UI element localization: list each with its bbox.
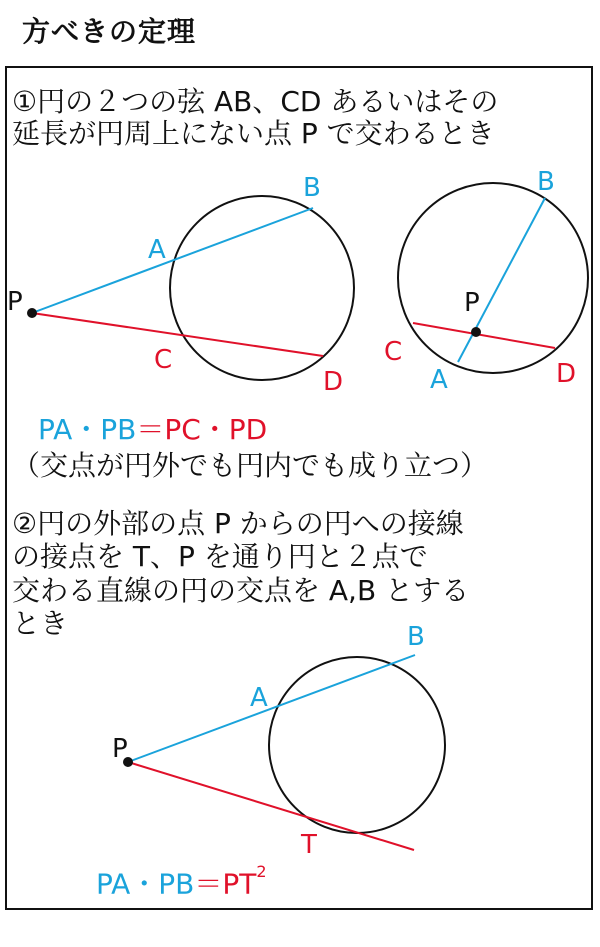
label-A-1: A (148, 235, 166, 265)
formula-1-left: PA・PB (38, 413, 137, 446)
chord-CD-2 (413, 323, 555, 348)
formula-2-right: PT (222, 867, 257, 901)
case2-line3: 交わる直線の円の交点を A,B とする (12, 574, 470, 607)
case2-line1: ②円の外部の点 P からの円への接線 (12, 507, 464, 540)
formula-2-left: PA・PB (96, 867, 195, 901)
label-B-3: B (407, 622, 425, 652)
label-T-3: T (301, 830, 317, 860)
case2-line2: の接点を T、P を通り円と２点で (12, 540, 428, 573)
label-D-2: D (556, 359, 577, 389)
point-P-1 (27, 308, 37, 318)
case1-line1: ①円の２つの弦 AB、CD あるいはその (12, 85, 499, 118)
circle-2 (398, 183, 588, 373)
circle-1 (170, 196, 354, 380)
circle-3 (269, 657, 445, 833)
label-D-1: D (323, 367, 344, 397)
label-A-2: A (430, 365, 448, 395)
label-B-2: B (537, 167, 555, 197)
formula-1-equals: ＝ (136, 413, 165, 446)
figure-external-point (7, 173, 354, 397)
case2-line4: とき (12, 607, 69, 640)
label-P-1: P (7, 287, 23, 317)
formula-1-right: PC・PD (164, 413, 268, 446)
page-title: 方べきの定理 (22, 15, 197, 48)
label-P-2: P (464, 288, 480, 318)
formula-2-equals: ＝ (194, 867, 223, 901)
label-B-1: B (303, 173, 321, 203)
case1-line2: 延長が円周上にない点 P で交わるとき (12, 117, 495, 150)
figure-internal-point (384, 167, 588, 395)
formula-2 (96, 862, 267, 900)
label-C-2: C (384, 337, 403, 367)
label-P-3: P (112, 734, 128, 764)
formula-1 (38, 414, 267, 446)
figure-tangent (112, 622, 445, 860)
secant-PB-3 (128, 655, 415, 762)
secant-PD-1 (32, 313, 323, 356)
label-A-3: A (250, 683, 268, 713)
formula-2-exponent: 2 (256, 862, 267, 881)
secant-PB-1 (32, 208, 313, 313)
tangent-PT-3 (128, 762, 414, 850)
label-C-1: C (154, 345, 173, 375)
chord-AB-2 (458, 198, 545, 362)
point-P-2 (471, 327, 481, 337)
note-1: （交点が円外でも円内でも成り立つ） (12, 449, 489, 482)
